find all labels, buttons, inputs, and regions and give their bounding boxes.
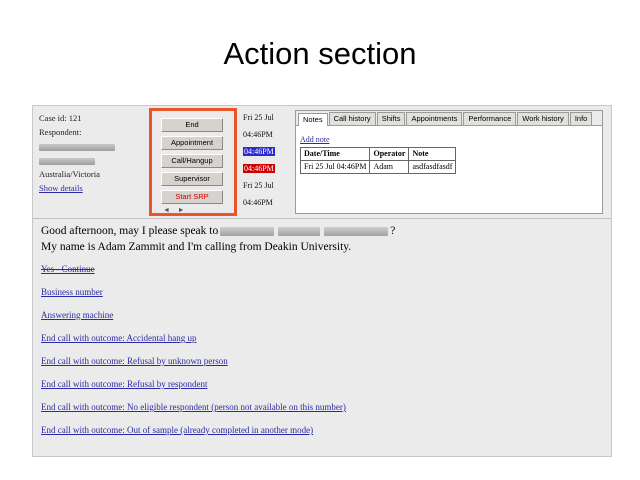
section-divider bbox=[33, 218, 611, 219]
start-srp-button[interactable]: Start SRP bbox=[161, 190, 223, 204]
timestamp-column bbox=[243, 112, 291, 214]
add-note-link[interactable]: Add note bbox=[300, 135, 330, 144]
tab-bar bbox=[296, 111, 602, 126]
respondent-label: Respondent: bbox=[39, 127, 82, 137]
column-header-datetime: Date/Time bbox=[301, 148, 370, 161]
tab-panel bbox=[295, 110, 603, 214]
tab-performance[interactable]: Performance bbox=[463, 112, 516, 125]
tab-shifts[interactable]: Shifts bbox=[377, 112, 406, 125]
link-no-eligible-respondent[interactable]: End call with outcome: No eligible respondent (person not available on this number) bbox=[41, 402, 346, 412]
respondent-phone-redacted bbox=[39, 154, 167, 166]
column-header-operator: Operator bbox=[370, 148, 409, 161]
action-section-highlight bbox=[149, 108, 237, 216]
timestamp-date-2: Fri 25 Jul bbox=[243, 181, 274, 190]
link-refusal-by-respondent[interactable]: End call with outcome: Refusal by respondent bbox=[41, 379, 208, 389]
respondent-name-redacted bbox=[39, 140, 167, 152]
notes-table bbox=[300, 147, 456, 174]
cell-note: asdfasdfasdf bbox=[409, 161, 456, 174]
column-header-note: Note bbox=[409, 148, 456, 161]
script-line1-prefix: Good afternoon, may I please speak to bbox=[41, 225, 219, 237]
outcome-link-list bbox=[41, 264, 601, 448]
application-screenshot bbox=[32, 105, 612, 457]
timestamp-date-1: Fri 25 Jul bbox=[243, 113, 274, 122]
redaction-bar bbox=[39, 144, 115, 151]
notes-panel bbox=[296, 126, 602, 212]
action-button-group bbox=[161, 118, 223, 208]
link-accidental-hang-up[interactable]: End call with outcome: Accidental hang up bbox=[41, 333, 197, 343]
tab-work-history[interactable]: Work history bbox=[517, 112, 569, 125]
show-details-link[interactable]: Show details bbox=[39, 183, 83, 193]
tab-call-history[interactable]: Call history bbox=[329, 112, 376, 125]
link-answering-machine[interactable]: Answering machine bbox=[41, 310, 114, 320]
table-row bbox=[301, 161, 456, 174]
script-line2: My name is Adam Zammit and I'm calling from Deakin University. bbox=[41, 241, 352, 253]
link-out-of-sample[interactable]: End call with outcome: Out of sample (already completed in another mode) bbox=[41, 425, 314, 435]
table-header-row bbox=[301, 148, 456, 161]
case-id-label: Case id: 121 bbox=[39, 113, 82, 123]
case-location: Australia/Victoria bbox=[39, 169, 100, 179]
redaction-bar bbox=[278, 227, 320, 236]
top-area bbox=[33, 106, 611, 218]
script-line1-suffix: ? bbox=[390, 225, 396, 237]
cell-operator: Adam bbox=[370, 161, 409, 174]
case-info-panel bbox=[39, 112, 167, 196]
page-title: Action section bbox=[223, 36, 417, 71]
timestamp-time-1: 04:46PM bbox=[243, 130, 273, 139]
scroll-arrows-icon[interactable]: ◄ ► bbox=[163, 206, 188, 214]
link-refusal-unknown-person[interactable]: End call with outcome: Refusal by unknown person bbox=[41, 356, 228, 366]
cell-datetime: Fri 25 Jul 04:46PM bbox=[301, 161, 370, 174]
supervisor-button[interactable]: Supervisor bbox=[161, 172, 223, 186]
timestamp-time-3-highlighted: 04:46PM bbox=[244, 164, 274, 173]
tab-notes[interactable]: Notes bbox=[298, 113, 328, 126]
script-text bbox=[41, 224, 601, 255]
appointment-button[interactable]: Appointment bbox=[161, 136, 223, 150]
timestamp-time-2-highlighted: 04:46PM bbox=[244, 147, 274, 156]
call-hangup-button[interactable]: Call/Hangup bbox=[161, 154, 223, 168]
link-business-number[interactable]: Business number bbox=[41, 287, 103, 297]
redaction-bar bbox=[220, 227, 274, 236]
redaction-bar bbox=[324, 227, 388, 236]
end-button[interactable]: End bbox=[161, 118, 223, 132]
redaction-bar bbox=[39, 158, 95, 165]
link-yes-continue[interactable]: Yes - Continue bbox=[41, 264, 95, 274]
tab-info[interactable]: Info bbox=[570, 112, 593, 125]
tab-appointments[interactable]: Appointments bbox=[406, 112, 462, 125]
timestamp-time-4: 04:46PM bbox=[243, 198, 273, 207]
